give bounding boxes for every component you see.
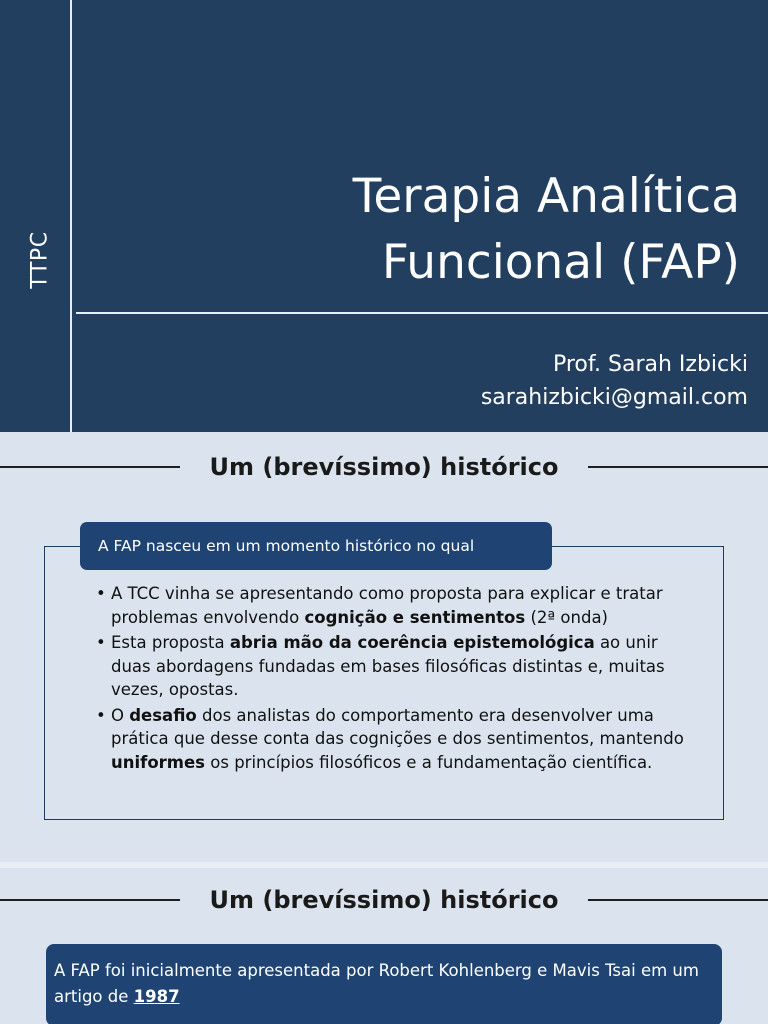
box-tab-label: A FAP nasceu em um momento histórico no qual (80, 522, 552, 570)
slide2-title: Um (brevíssimo) histórico (209, 453, 559, 481)
bullet-text: (2ª onda) (525, 607, 608, 627)
slide-separator (0, 862, 768, 868)
bullet-text: Esta proposta (111, 633, 230, 652)
bullet-text: os princípios filosóficos e a fundamentação científica. (205, 752, 653, 772)
horizontal-divider (76, 312, 768, 314)
bullet-marker: • (96, 584, 106, 603)
vertical-divider (70, 0, 72, 432)
side-label: TTPC (27, 231, 53, 289)
highlight-box (46, 944, 722, 1024)
bullet-marker: • (96, 633, 106, 652)
bullet-emphasis: cognição e sentimentos (304, 607, 526, 627)
slide2-heading (0, 447, 768, 487)
author-email: sarahizbicki@gmail.com (480, 385, 748, 410)
heading-rule-right (588, 466, 768, 468)
slide3-heading (0, 880, 768, 920)
title-line-1: Terapia Analítica (352, 169, 740, 224)
author-block (481, 348, 748, 414)
title-slide (0, 0, 768, 432)
bullet-text: A TCC vinha se apresentando como proposta para explicar e tratar problemas envolvendo (111, 584, 663, 627)
bullet-emphasis: abria mão da coerência epistemológica (229, 633, 595, 652)
highlight-year: 1987 (133, 987, 180, 1006)
slide3-title: Um (brevíssimo) histórico (209, 886, 559, 914)
bullet-marker: • (96, 705, 106, 725)
bullet-list (96, 582, 696, 776)
list-item (96, 582, 696, 629)
author-name: Prof. Sarah Izbicki (552, 352, 748, 377)
highlight-text: A FAP foi inicialmente apresentada por Robert Kohlenberg e Mavis Tsai em um artigo de (54, 961, 699, 1006)
bullet-emphasis: desafio (129, 705, 197, 725)
heading-rule-right (588, 899, 768, 901)
heading-rule-left (0, 466, 180, 468)
heading-rule-left (0, 899, 180, 901)
bullet-text: ao unir duas abordagens fundadas em bases filosóficas distintas e, muitas vezes, opostas. (111, 633, 665, 699)
title-line-2: Funcional (FAP) (381, 235, 740, 290)
list-item (96, 704, 696, 775)
bullet-text: dos analistas do comportamento era desenvolver uma prática que desse conta das cognições e dos sentimentos, mantendo (111, 705, 684, 748)
bullet-emphasis: uniformes (111, 752, 206, 772)
slide-title (353, 164, 740, 296)
bullet-text: O (111, 705, 130, 725)
list-item (96, 631, 696, 702)
